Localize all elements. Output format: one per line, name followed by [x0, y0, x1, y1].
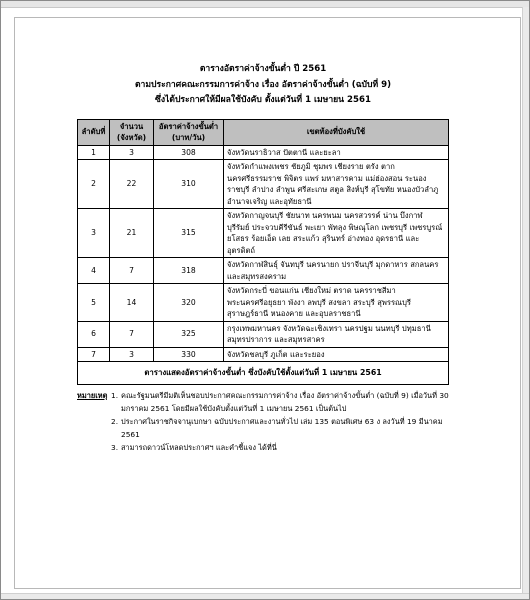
row-rate: 315 — [154, 209, 224, 258]
row-rate: 310 — [154, 160, 224, 209]
title-line-1: ตารางอัตราค่าจ้างขั้นต่ำ ปี 2561 — [199, 64, 327, 74]
note-item — [111, 389, 449, 415]
table-caption-row — [78, 362, 449, 385]
wage-table — [77, 119, 449, 385]
row-no: 6 — [78, 321, 110, 347]
header-count: จำนวน (จังหวัด) — [110, 119, 154, 145]
table-row — [78, 209, 449, 258]
row-no: 5 — [78, 284, 110, 322]
table-row — [78, 258, 449, 284]
row-no: 2 — [78, 160, 110, 209]
title-line-3: ซึ่งได้ประกาศให้มีผลใช้บังคับ ตั้งแต่วันที่ 1 เมษายน 2561 — [155, 95, 371, 105]
table-header-row — [78, 119, 449, 145]
row-count: 21 — [110, 209, 154, 258]
row-no: 1 — [78, 145, 110, 160]
header-no: ลำดับที่ — [78, 119, 110, 145]
note-item[interactable] — [111, 441, 449, 454]
row-rate: 308 — [154, 145, 224, 160]
row-zone: จังหวัดกาฬสินธุ์ จันทบุรี นครนายก ปราจีนบุรี มุกดาหาร สกลนคร และสมุทรสงคราม — [224, 258, 449, 284]
row-rate: 325 — [154, 321, 224, 347]
row-rate: 318 — [154, 258, 224, 284]
row-count: 7 — [110, 321, 154, 347]
document-page — [14, 17, 521, 589]
top-bar — [1, 1, 529, 8]
title-line-2: ตามประกาศคณะกรรมการค่าจ้าง เรื่อง อัตราค่าจ้างขั้นต่ำ (ฉบับที่ 9) — [134, 79, 392, 90]
row-count: 3 — [110, 145, 154, 160]
table-row — [78, 145, 449, 160]
row-zone: จังหวัดกาญจนบุรี ชัยนาท นครพนม นครสวรรค์ น่าน บึงกาฬ บุรีรัมย์ ประจวบคีรีขันธ์ พะเยา พัทลุง พิษณุโลก เพชรบุรี เพชรบูรณ์ ยโสธร ร้อยเอ็ด เลย สระแก้ว สุรินทร์ อ่างทอง อุดรธานี และอุตรดิตถ์ — [224, 209, 449, 258]
table-caption: ตารางแสดงอัตราค่าจ้างขั้นต่ำ ซึ่งบังคับใช้ตั้งแต่วันที่ 1 เมษายน 2561 — [78, 362, 449, 385]
note-number: 1. — [111, 390, 119, 400]
download-link-note[interactable]: สามารถดาวน์โหลดประกาศฯ และคำชี้แจง ได้ที่นี่ — [121, 442, 277, 452]
notes-section — [77, 389, 449, 454]
row-count: 14 — [110, 284, 154, 322]
vertical-scrollbar[interactable] — [522, 7, 529, 599]
document-title — [77, 62, 449, 109]
row-no: 3 — [78, 209, 110, 258]
horizontal-scrollbar[interactable] — [1, 593, 529, 599]
row-no: 4 — [78, 258, 110, 284]
row-zone: กรุงเทพมหานคร จังหวัดฉะเชิงเทรา นครปฐม นนทบุรี ปทุมธานี สมุทรปราการ และสมุทรสาคร — [224, 321, 449, 347]
table-row — [78, 284, 449, 322]
row-rate: 330 — [154, 347, 224, 362]
header-zone: เขตท้องที่บังคับใช้ — [224, 119, 449, 145]
row-zone: จังหวัดกำแพงเพชร ชัยภูมิ ชุมพร เชียงราย ตรัง ตาก นครศรีธรรมราช พิจิตร แพร่ มหาสารคาม แม่ฮ่องสอน ระนอง ราชบุรี ลำปาง ลำพูน ศรีสะเกษ สตูล สิงห์บุรี สุโขทัย หนองบัวลำภู อำนาจเจริญ และอุทัยธานี — [224, 160, 449, 209]
table-row — [78, 321, 449, 347]
row-zone: จังหวัดนราธิวาส ปัตตานี และยะลา — [224, 145, 449, 160]
row-zone: จังหวัดกระบี่ ขอนแก่น เชียงใหม่ ตราด นครราชสีมา พระนครศรีอยุธยา พังงา ลพบุรี สงขลา สระบุรี สุพรรณบุรี สุราษฎร์ธานี หนองคาย และอุบลราชธานี — [224, 284, 449, 322]
note-number: 2. — [111, 416, 119, 426]
table-row — [78, 160, 449, 209]
row-no: 7 — [78, 347, 110, 362]
document-content — [77, 62, 449, 454]
note-text: คณะรัฐมนตรีมีมติเห็นชอบประกาศคณะกรรมการค่าจ้าง เรื่อง อัตราค่าจ้างขั้นต่ำ (ฉบับที่ 9) เมื่อวันที่ 30 มกราคม 2561 โดยมีผลใช้บังคับตั้งแต่วันที่ 1 เมษายน 2561 เป็นต้นไป — [121, 390, 449, 413]
row-zone: จังหวัดชลบุรี ภูเก็ต และระยอง — [224, 347, 449, 362]
notes-label: หมายเหตุ — [77, 390, 108, 400]
row-count: 3 — [110, 347, 154, 362]
header-rate: อัตราค่าจ้างขั้นต่ำ (บาท/วัน) — [154, 119, 224, 145]
row-count: 22 — [110, 160, 154, 209]
note-text: ประกาศในราชกิจจานุเบกษา ฉบับประกาศและงานทั่วไป เล่ม 135 ตอนพิเศษ 63 ง ลงวันที่ 19 มีนาคม 2561 — [121, 416, 443, 439]
note-number: 3. — [111, 442, 119, 452]
row-count: 7 — [110, 258, 154, 284]
note-item — [111, 415, 449, 441]
row-rate: 320 — [154, 284, 224, 322]
table-row — [78, 347, 449, 362]
